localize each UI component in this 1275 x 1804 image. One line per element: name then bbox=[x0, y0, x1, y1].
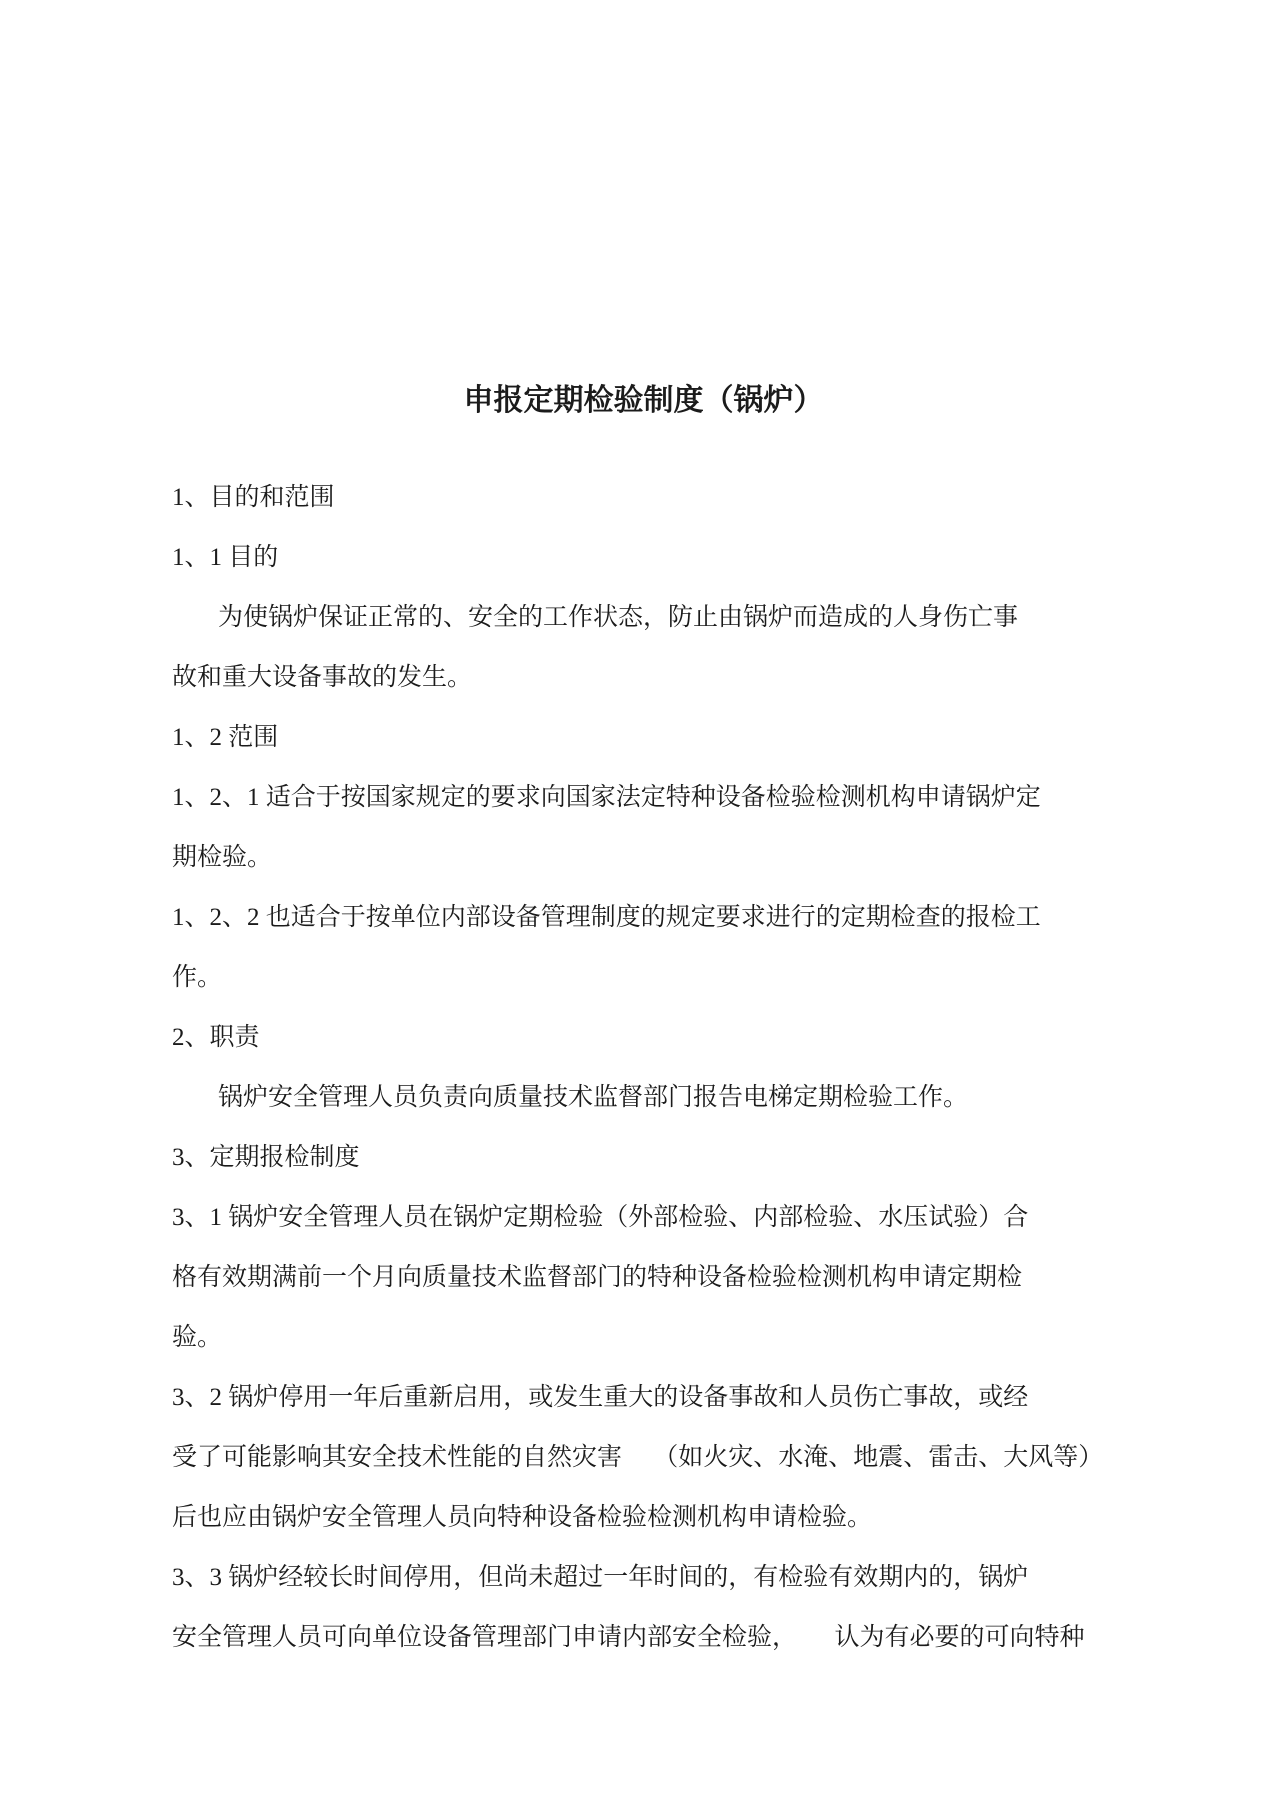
document-body bbox=[172, 468, 1115, 1668]
text-line: 1、目的和范围 bbox=[172, 484, 335, 511]
text-line: 2、职责 bbox=[172, 1024, 260, 1051]
text-line: 后也应由锅炉安全管理人员向特种设备检验检测机构申请检验。 bbox=[172, 1504, 873, 1531]
text-line: 1、2、1 适合于按国家规定的要求向国家法定特种设备检验检测机构申请锅炉定 bbox=[172, 784, 1041, 811]
text-line: 3、2 锅炉停用一年后重新启用，或发生重大的设备事故和人员伤亡事故，或经 bbox=[172, 1384, 1029, 1411]
text-line: 期检验。 bbox=[172, 844, 273, 871]
text-line: 故和重大设备事故的发生。 bbox=[172, 664, 473, 691]
document-title: 申报定期检验制度（锅炉） bbox=[463, 384, 824, 417]
text-line: 1、2 范围 bbox=[172, 724, 279, 751]
text-line: 1、2、2 也适合于按单位内部设备管理制度的规定要求进行的定期检查的报检工 bbox=[172, 904, 1041, 931]
text-line: 3、定期报检制度 bbox=[172, 1144, 360, 1171]
text-line: 受了可能影响其安全技术性能的自然灾害 （如火灾、水淹、地震、雷击、大风等） bbox=[172, 1444, 1104, 1471]
text-line: 3、3 锅炉经较长时间停用，但尚未超过一年时间的，有检验有效期内的，锅炉 bbox=[172, 1564, 1029, 1591]
text-line: 安全管理人员可向单位设备管理部门申请内部安全检验， 认为有必要的可向特种 bbox=[172, 1624, 1085, 1651]
text-line: 3、1 锅炉安全管理人员在锅炉定期检验（外部检验、内部检验、水压试验）合 bbox=[172, 1204, 1029, 1231]
text-line: 格有效期满前一个月向质量技术监督部门的特种设备检验检测机构申请定期检 bbox=[172, 1264, 1023, 1291]
text-line: 为使锅炉保证正常的、安全的工作状态，防止由锅炉而造成的人身伤亡事 bbox=[218, 604, 1019, 631]
text-line: 1、1 目的 bbox=[172, 544, 279, 571]
text-line: 验。 bbox=[172, 1324, 223, 1351]
text-line: 作。 bbox=[172, 964, 223, 991]
text-line: 锅炉安全管理人员负责向质量技术监督部门报告电梯定期检验工作。 bbox=[218, 1084, 969, 1111]
